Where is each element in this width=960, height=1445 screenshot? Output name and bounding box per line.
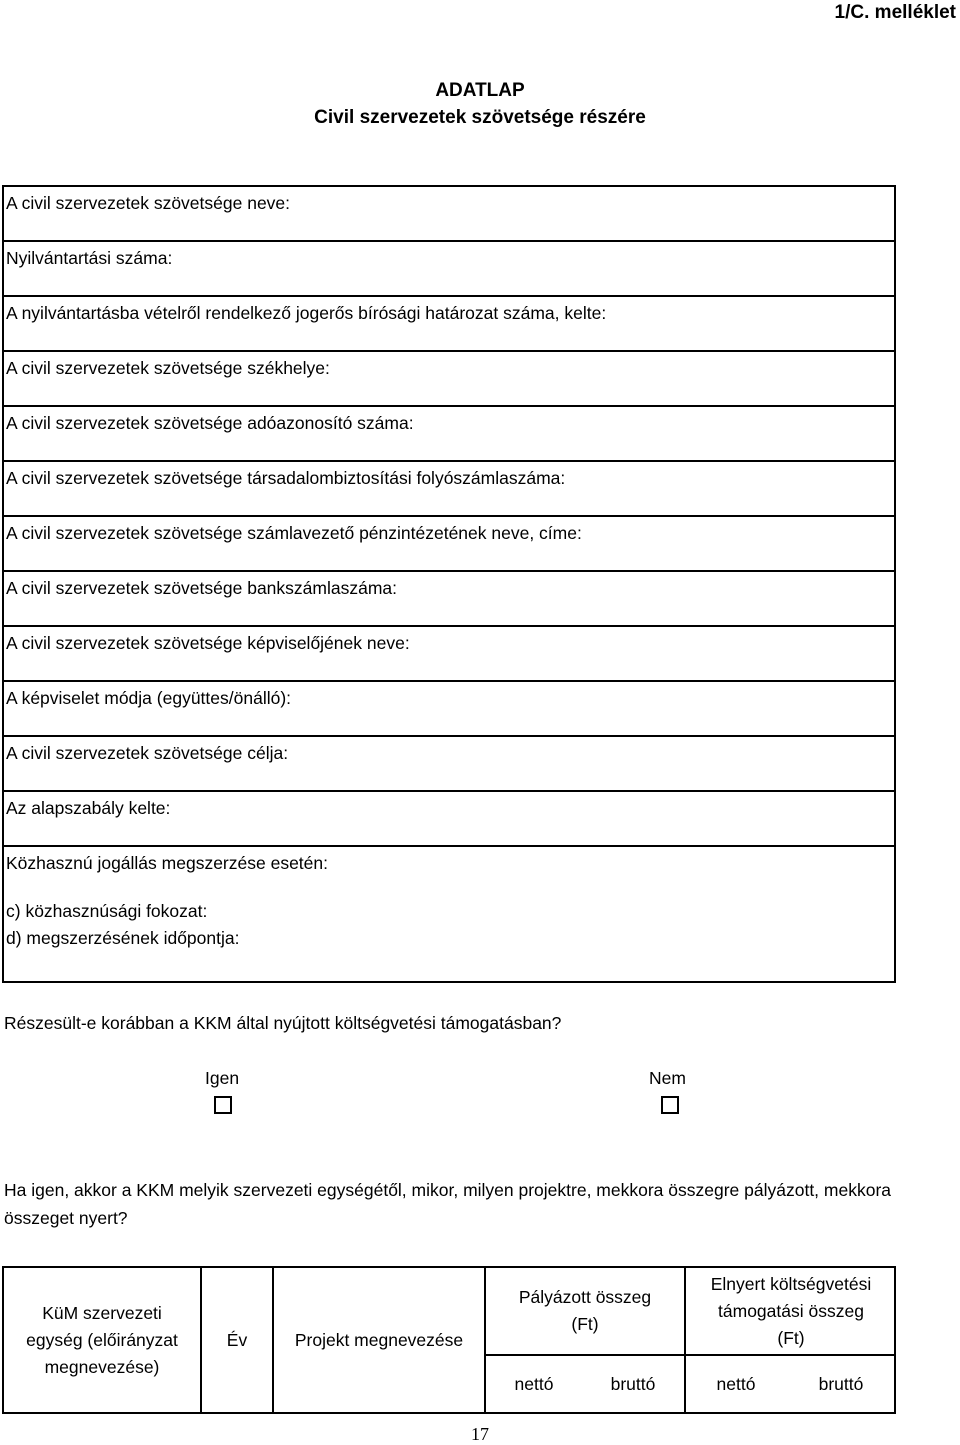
form-row-label: A képviselet módja (együttes/önálló): (6, 688, 292, 708)
form-row-registration-number[interactable] (4, 242, 894, 297)
form-row-label: A civil szervezetek szövetsége társadalombiztosítási folyószámlaszáma: (6, 468, 566, 488)
form-row-tax-id[interactable] (4, 407, 894, 462)
header-won-amount (686, 1268, 896, 1354)
form-row-name[interactable] (4, 187, 894, 242)
form-row-label: A civil szervezetek szövetsége adóazonosító száma: (6, 413, 414, 433)
form-row-purpose[interactable] (4, 737, 894, 792)
header-applied-line: (Ft) (571, 1314, 599, 1334)
form-row-court-decision[interactable] (4, 297, 894, 352)
grant-history-table (2, 1266, 896, 1414)
form-row-label: A civil szervezetek szövetsége neve: (6, 193, 291, 213)
form-row-bank-name-address[interactable] (4, 517, 894, 572)
public-benefit-heading: Közhasznú jogállás megszerzése esetén: (6, 853, 328, 873)
option-yes-label: Igen (205, 1068, 240, 1088)
header-applied-gross: bruttó (610, 1373, 656, 1394)
header-won-line: (Ft) (777, 1327, 805, 1348)
public-benefit-date: d) megszerzésének időpontja: (6, 928, 240, 948)
option-no-label: Nem (649, 1068, 686, 1088)
header-applied-amount (486, 1268, 684, 1354)
header-won-net: nettó (716, 1373, 756, 1394)
header-won-gross: bruttó (818, 1373, 864, 1394)
form-row-representation-mode[interactable] (4, 682, 894, 737)
header-unit-line: egység (előirányzat (26, 1329, 178, 1350)
form-row-public-benefit[interactable] (4, 847, 894, 981)
form-row-label: A civil szervezetek szövetsége célja: (6, 743, 289, 763)
header-applied-line: Pályázott összeg (518, 1287, 652, 1307)
public-benefit-level: c) közhasznúsági fokozat: (6, 901, 208, 921)
form-row-label: A civil szervezetek szövetsége képviselőjének neve: (6, 633, 410, 653)
form-subtitle: Civil szervezetek szövetsége részére (314, 107, 646, 128)
form-row-label: A civil szervezetek szövetsége bankszámlaszáma: (6, 578, 397, 598)
page-number: 17 (471, 1424, 489, 1444)
header-unit (4, 1268, 200, 1412)
form-row-bank-account[interactable] (4, 572, 894, 627)
header-year: Év (226, 1329, 248, 1350)
header-unit-line: megnevezése) (44, 1356, 160, 1377)
form-row-representative[interactable] (4, 627, 894, 682)
form-row-label: Az alapszabály kelte: (6, 798, 171, 818)
option-yes-checkbox[interactable] (214, 1096, 232, 1114)
form-row-label: Nyilvántartási száma: (6, 248, 173, 268)
form-row-seat[interactable] (4, 352, 894, 407)
header-won-line: támogatási összeg (718, 1300, 864, 1321)
annex-label: 1/C. melléklet (834, 2, 956, 23)
option-no-checkbox[interactable] (661, 1096, 679, 1114)
header-project: Projekt megnevezése (294, 1329, 464, 1350)
data-sheet-table (2, 185, 896, 983)
header-won-line: Elnyert költségvetési (710, 1273, 872, 1294)
form-row-label: A civil szervezetek szövetsége székhelye: (6, 358, 330, 378)
header-unit-line: KüM szervezeti (42, 1302, 162, 1323)
form-row-label: A nyilvántartásba vételről rendelkező jogerős bírósági határozat száma, kelte: (6, 303, 607, 323)
prior-support-question: Részesült-e korábban a KKM által nyújtott költségvetési támogatásban? (4, 1013, 562, 1033)
form-title: ADATLAP (435, 80, 525, 101)
header-applied-net: nettó (514, 1373, 554, 1394)
form-row-statute-date[interactable] (4, 792, 894, 847)
followup-question: Ha igen, akkor a KKM melyik szervezeti egységétől, mikor, milyen projektre, mekkora összegre pályázott, mekkora összeget nyert? (4, 1180, 892, 1228)
form-row-social-security-account[interactable] (4, 462, 894, 517)
form-row-label: A civil szervezetek szövetsége számlavezető pénzintézetének neve, címe: (6, 523, 582, 543)
